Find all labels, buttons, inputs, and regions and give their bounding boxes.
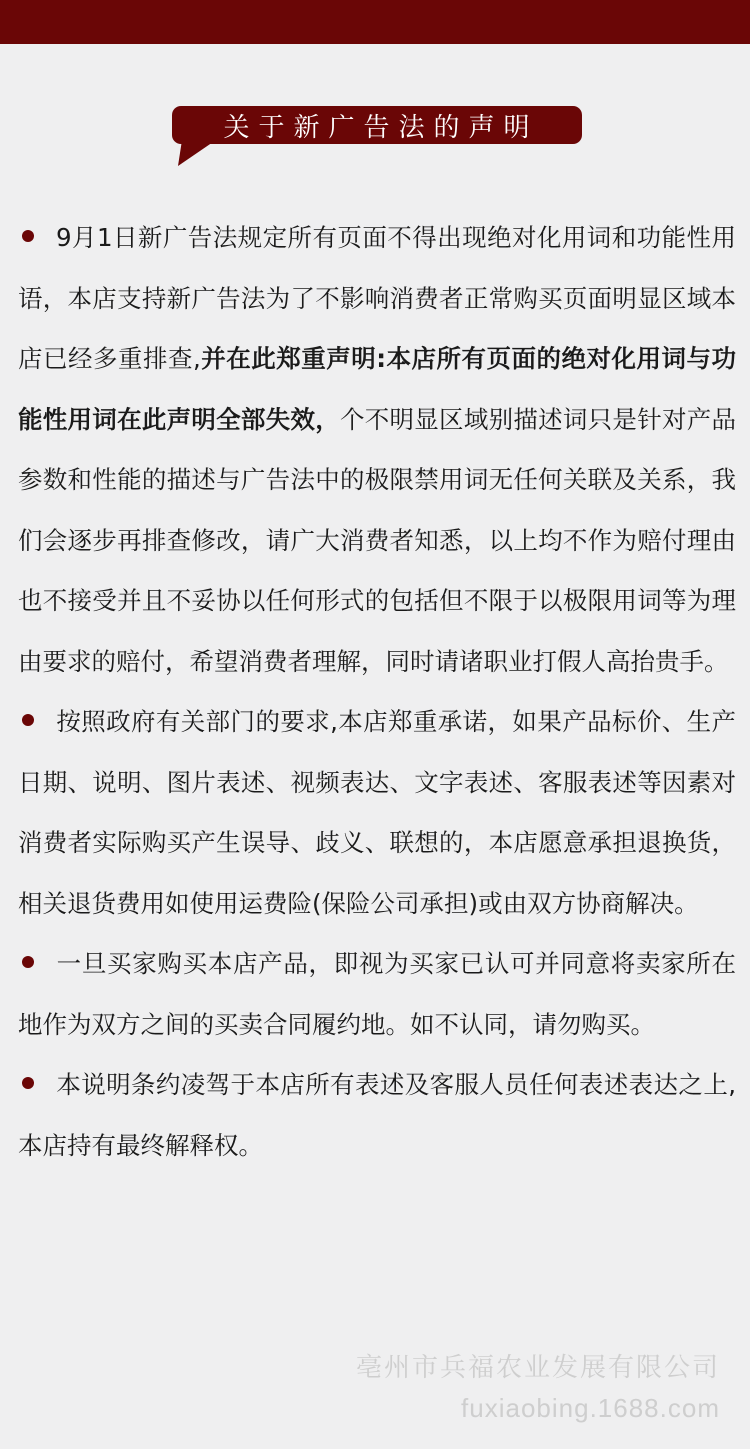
paragraph-2 bbox=[18, 692, 736, 934]
paragraph-4 bbox=[18, 1055, 736, 1176]
paragraph-1 bbox=[18, 208, 736, 692]
bullet-dot bbox=[22, 714, 34, 726]
page-title bbox=[172, 106, 582, 144]
paragraph-1-pre: 9月1日新广告法规定所有页面不得出现绝对化用词和功能性用语，本店支持新广告法为了不影响消费者正常购买页面明显区域本店已经多重排查, bbox=[18, 223, 736, 373]
page-title-text: 关于新广告法的声明 bbox=[223, 112, 539, 143]
paragraph-1-bold: 并在此郑重声明:本店所有页面的绝对化用词与功能性用词在此声明全部失效， bbox=[18, 344, 736, 434]
watermark-company: 亳州市兵福农业发展有限公司 bbox=[355, 1352, 720, 1382]
paragraph-2-text: 按照政府有关部门的要求,本店郑重承诺，如果产品标价、生产日期、说明、图片表述、视频表达、文字表述、客服表述等因素对消费者实际购买产生误导、歧义、联想的，本店愿意承担退换货，相关退货费用如使用运费险(保险公司承担)或由双方协商解决。 bbox=[18, 707, 736, 918]
paragraph-3 bbox=[18, 934, 736, 1055]
paragraph-3-text: 一旦买家购买本店产品，即视为买家已认可并同意将卖家所在地作为双方之间的买卖合同履约地。如不认同，请勿购买。 bbox=[18, 949, 736, 1039]
watermark-site: fuxiaobing.1688.com bbox=[461, 1393, 720, 1423]
paragraph-4-text: 本说明条约凌驾于本店所有表述及客服人员任何表述表达之上,本店持有最终解释权。 bbox=[18, 1070, 736, 1160]
title-banner-tail bbox=[178, 140, 218, 166]
paragraph-1-post: 个不明显区域别描述词只是针对产品参数和性能的描述与广告法中的极限禁用词无任何关联及关系，我们会逐步再排查修改，请广大消费者知悉，以上均不作为赔付理由也不接受并且不妥协以任何形式的包括但不限于以极限用词等为理由要求的赔付，希望消费者理解，同时请诸职业打假人高抬贵手。 bbox=[18, 404, 737, 676]
bullet-dot bbox=[22, 956, 34, 968]
top-bar bbox=[0, 0, 750, 44]
bullet-dot bbox=[22, 230, 34, 242]
bullet-dot bbox=[22, 1077, 34, 1089]
statement-body bbox=[18, 208, 736, 1176]
